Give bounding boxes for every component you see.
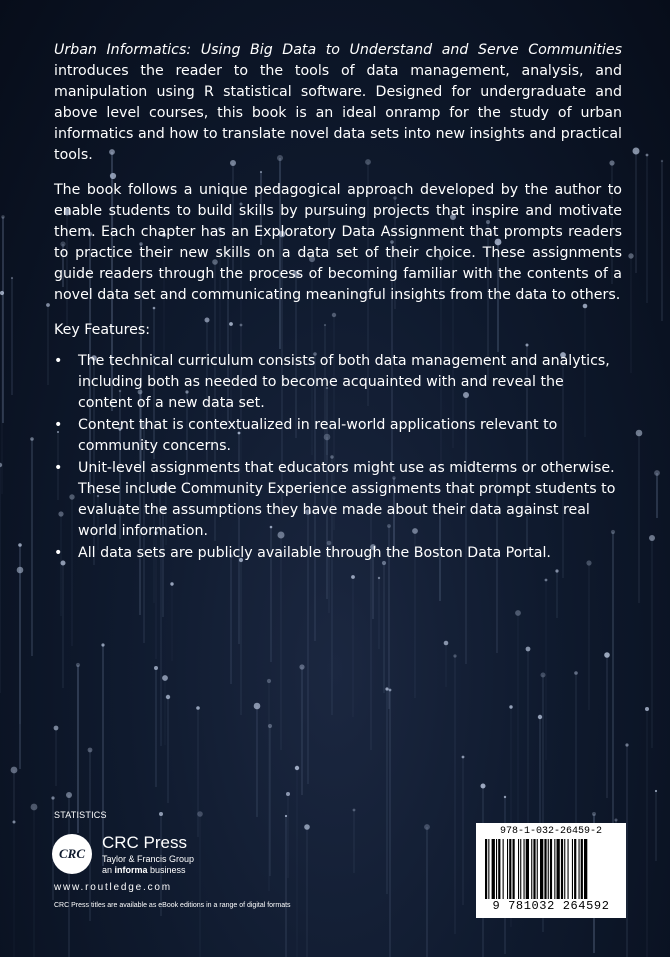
light-dot <box>254 703 261 710</box>
light-dot <box>162 675 168 681</box>
light-dot <box>66 792 72 798</box>
light-dot <box>88 748 93 753</box>
publisher-name: CRC Press <box>102 833 188 852</box>
light-dot <box>538 715 542 719</box>
barcode-bar <box>513 839 515 899</box>
barcode-bar <box>507 839 508 899</box>
light-dot <box>424 824 430 830</box>
light-dot <box>462 756 465 759</box>
crc-logo-icon: CRC <box>52 834 92 874</box>
barcode-bar <box>557 839 560 899</box>
barcode-bar <box>584 839 587 899</box>
light-dot <box>515 610 521 616</box>
barcode-bar <box>544 839 546 899</box>
light-dot <box>453 654 456 657</box>
light-dot <box>268 724 272 728</box>
light-dot <box>11 767 18 774</box>
light-dot <box>481 784 486 789</box>
light-dot <box>351 575 355 579</box>
light-dot <box>1 215 4 218</box>
light-dot <box>378 577 380 579</box>
barcode-bar <box>496 839 497 899</box>
barcode-icon <box>485 839 617 899</box>
light-dot <box>267 679 271 683</box>
light-dot <box>526 647 531 652</box>
light-dot <box>654 470 660 476</box>
light-dot <box>604 652 610 658</box>
isbn-barcode <box>476 823 626 918</box>
light-dot <box>353 809 356 812</box>
light-dot <box>46 303 50 307</box>
light-dot <box>51 796 54 799</box>
light-dot <box>196 706 200 710</box>
light-dot <box>170 582 173 585</box>
light-dot <box>444 641 449 646</box>
list-item <box>54 458 622 542</box>
barcode-bar <box>531 839 532 899</box>
barcode-digits: 9 781032 264592 <box>492 899 610 913</box>
barcode-bar <box>488 839 489 899</box>
bullet: • <box>54 353 63 369</box>
barcode-bar <box>518 839 519 899</box>
barcode-bar <box>574 839 576 899</box>
barcode-bar <box>572 839 573 899</box>
barcode-bar <box>581 839 583 899</box>
light-dot <box>649 535 655 541</box>
barcode-bar <box>568 839 569 899</box>
barcode-bar <box>509 839 511 899</box>
feature-text: Content that is contextualized in real-world applications relevant to community concerns. <box>78 417 558 454</box>
barcode-bar <box>540 839 543 899</box>
light-dot <box>655 790 657 792</box>
light-dot <box>285 815 287 817</box>
barcode-bar <box>548 839 549 899</box>
barcode-bar <box>533 839 535 899</box>
category-label: STATISTICS <box>54 810 107 820</box>
light-dot <box>31 804 38 811</box>
bullet: • <box>54 417 63 433</box>
light-dot <box>625 743 628 746</box>
light-dot <box>286 792 290 796</box>
light-dot <box>101 643 104 646</box>
light-dot <box>0 291 4 295</box>
light-dot <box>54 726 59 731</box>
light-dot <box>76 663 80 667</box>
barcode-bar <box>579 839 580 899</box>
list-item <box>54 415 622 457</box>
approach-paragraph: The book follows a unique pedagogical approach developed by the author to enable students to build skills by pursuing projects that inspire and motivate them. Each chapter has an Exploratory Data Assignment that prompts readers to practice their new skills on a data set of their choice. These assignments guide readers through the process of becoming familiar with the contents of a novel data set and communicating meaningful insights from the data to others. <box>54 182 622 303</box>
intro-paragraph <box>54 40 622 166</box>
bullet: • <box>54 460 63 476</box>
light-dot <box>299 664 304 669</box>
barcode-bar <box>503 839 504 899</box>
light-dot <box>555 569 558 572</box>
barcode-bar <box>492 839 495 899</box>
barcode-bar <box>498 839 500 899</box>
light-dot <box>646 154 649 157</box>
light-dot <box>628 253 633 258</box>
barcode-bar <box>537 839 538 899</box>
light-dot <box>509 705 512 708</box>
light-dot <box>159 812 163 816</box>
back-cover-text <box>54 40 622 565</box>
light-dot <box>11 277 13 279</box>
barcode-bar <box>524 839 525 899</box>
light-dot <box>645 707 649 711</box>
barcode-bar <box>520 839 521 899</box>
light-dot <box>574 671 578 675</box>
light-dot <box>615 819 618 822</box>
ebook-note: CRC Press titles are available as eBook editions in a range of digital formats <box>54 902 291 909</box>
barcode-bar <box>564 839 565 899</box>
list-item <box>54 351 622 414</box>
publisher-subline: Taylor & Francis Group <box>102 854 195 864</box>
light-dot <box>304 824 310 830</box>
light-dot <box>166 695 170 699</box>
barcode-bar <box>554 839 555 899</box>
book-title: Urban Informatics: Using Big Data to Understand and Serve Communities <box>54 42 622 58</box>
key-features-list <box>54 351 622 564</box>
key-features-heading: Key Features: <box>54 322 151 338</box>
light-dot <box>636 430 643 437</box>
intro-text: introduces the reader to the tools of data management, analysis, and manipulation using R statistical software. Designed for undergraduate and above level courses, this book is an ideal onramp for the study of urban informatics and how to translate novel data sets into new insights and practical tools. <box>54 63 622 163</box>
light-dot <box>592 812 596 816</box>
light-dot <box>385 687 388 690</box>
feature-text: The technical curriculum consists of both data management and analytics, including both as needed to become acquainted with and reveal the content of a new data set. <box>78 353 610 411</box>
feature-text: Unit-level assignments that educators might use as midterms or otherwise. These include Community Experience assignments that prompt students to evaluate the assumptions they have made about their data against real world information. <box>78 460 616 539</box>
feature-text: All data sets are publicly available through the Boston Data Portal. <box>78 545 551 561</box>
light-dot <box>541 673 546 678</box>
publisher-tagline: an informa business <box>102 865 186 875</box>
barcode-bar <box>550 839 552 899</box>
light-dot <box>633 148 640 155</box>
barcode-bar <box>485 839 487 899</box>
light-dot <box>154 666 158 670</box>
barcode-bar <box>526 839 529 899</box>
light-dot <box>504 796 506 798</box>
crc-press-logo <box>52 834 252 880</box>
isbn-number: 978-1-032-26459-2 <box>499 826 603 837</box>
light-dot <box>661 160 663 162</box>
barcode-bar <box>561 839 563 899</box>
publisher-url[interactable]: www.routledge.com <box>54 882 172 893</box>
light-dot <box>545 579 548 582</box>
light-dot <box>30 437 34 441</box>
light-dot <box>295 766 299 770</box>
bullet: • <box>54 545 63 561</box>
list-item <box>54 543 622 564</box>
light-dot <box>18 543 22 547</box>
